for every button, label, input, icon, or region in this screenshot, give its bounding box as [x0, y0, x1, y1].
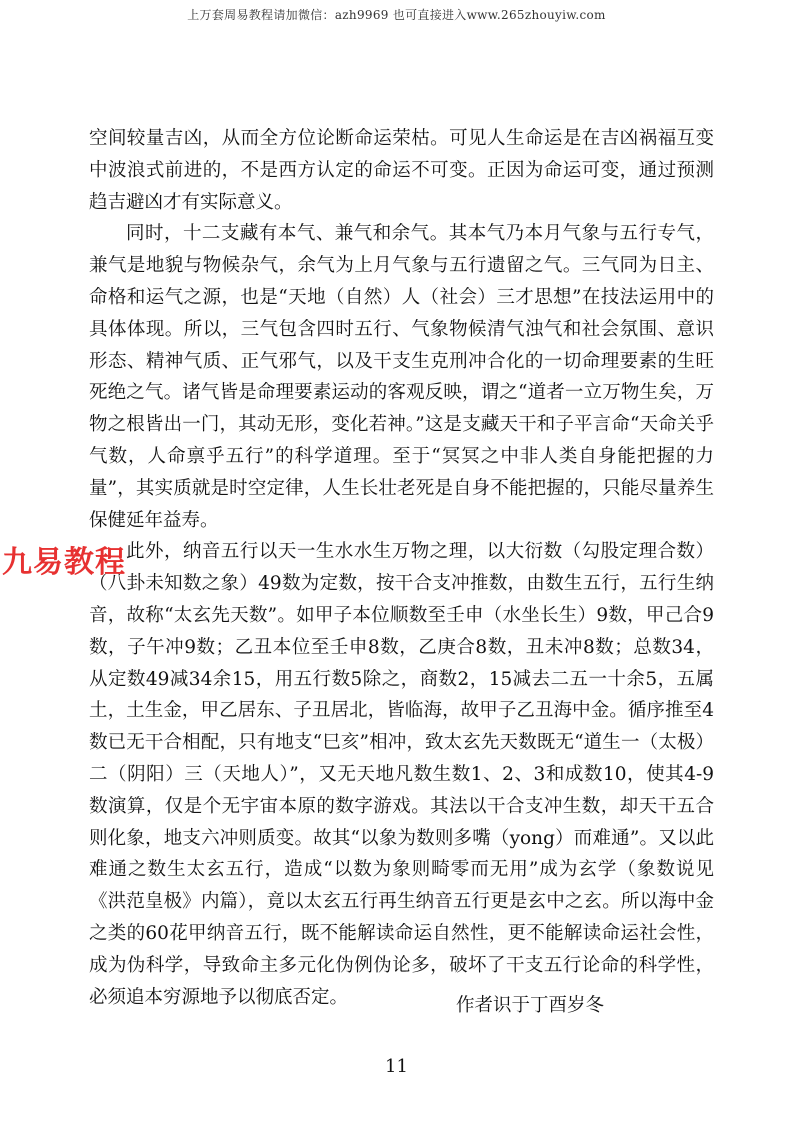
- paragraph-3: 此外，纳音五行以天一生水水生万物之理，以大衍数（勾股定理合数）（八卦未知数之象）49数为定数，按干合支冲推数，由数生五行，五行生纳音，故称“太玄先天数”。如甲子本位顺数至壬申（水坐长生）9数，甲己合9数，子午冲9数；乙丑本位至壬申8数，乙庚合8数，丑未冲8数；总数34，从定数49减34余15，用五行数5除之，商数2，15减去二五一十余5，五属土，土生金，甲乙居东、子丑居北，皆临海，故甲子乙丑海中金。循序推至4数已无干合相配，只有地支“巳亥”相冲，致太玄先天数既无“道生一（太极）二（阴阳）三（天地人）”，又无天地凡数生数1、2、3和成数10，使其4-9数演算，仅是个无宇宙本原的数字游戏。其法以干合支冲生数，却天干五合则化象，地支六冲则质变。故其“以象为数则多嘴（yong）而难通”。又以此难通之数生太玄五行，造成“以数为象则畸零而无用”成为玄学（象数说见《洪范皇极》内篇），竟以太玄五行再生纳音五行更是玄中之玄。所以海中金之类的60花甲纳音五行，既不能解读命运自然性，更不能解读命运社会性，成为伪科学，导致命主多元化伪例伪论多，破坏了干支五行论命的科学性，必须追本穷源地予以彻底否定。: [89, 541, 714, 1008]
- page-header: 上万套周易教程请加微信：azh9969 也可直接进入www.265zhouyiw.com: [187, 8, 606, 22]
- paragraph-1: 空间较量吉凶，从而全方位论断命运荣枯。可见人生命运是在吉凶祸福互变中波浪式前进的，不是西方认定的命运不可变。正因为命运可变，通过预测趋吉避凶才有实际意义。: [89, 128, 714, 213]
- page-number: 11: [385, 1056, 408, 1077]
- paragraph-2: 同时，十二支藏有本气、兼气和余气。其本气乃本月气象与五行专气，兼气是地貌与物候杂气，余气为上月气象与五行遗留之气。三气同为日主、命格和运气之源，也是“天地（自然）人（社会）三才思想”在技法运用中的具体体现。所以，三气包含四时五行、气象物候清气浊气和社会氛围、意识形态、精神气质、正气邪气，以及干支生克刑冲合化的一切命理要素的生旺死绝之气。诸气皆是命理要素运动的客观反映，谓之“道者一立万物生矣，万物之根皆出一门，其动无形，变化若神。”这是支藏天干和子平言命“天命关乎气数，人命禀乎五行”的科学道理。至于“冥冥之中非人类自身能把握的力量”，其实质就是时空定律，人生长壮老死是自身不能把握的，只能尽量养生保健延年益寿。: [89, 223, 714, 531]
- document-body: [89, 123, 714, 1013]
- watermark-logo: 九易教程: [2, 545, 126, 580]
- author-signature: 作者识于丁酉岁冬: [456, 995, 605, 1016]
